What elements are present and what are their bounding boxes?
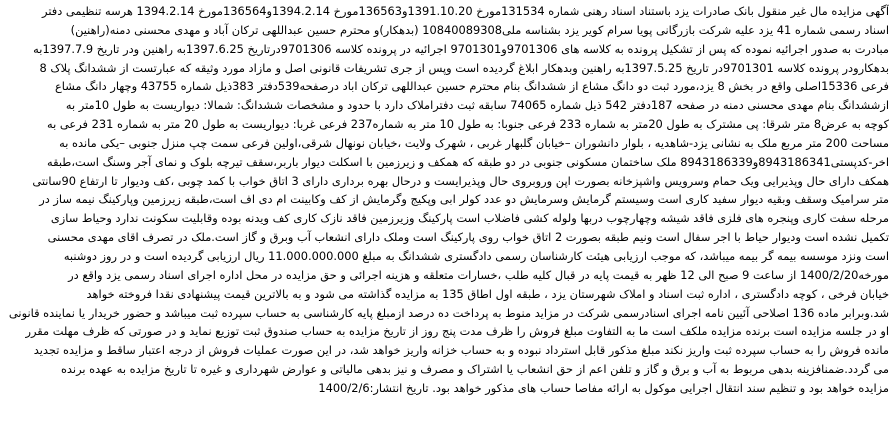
notice-line: مورخه1400/2/20 از ساعت 9 صبح الی 12 ظهر به قیمت پایه در قبال کلیه طلب ،خسارات متعلقه و هزینه اجرائی و حق مزایده در محل اداره اجرای اسناد رسمی یزد واقع در bbox=[68, 267, 889, 282]
notice-line: مزایده خواهد بود و تنظیم سند انتقال اجرایی موکول به ارائه مفاصا حساب های مذکور خواهد بود. تاریخ انتشار:1400/2/6 bbox=[318, 380, 889, 395]
notice-line: اسناد رسمی شماره 41 یزد علیه شرکت بازرگانی پویا سرام کویر یزد بشناسه ملی10840089308 (بدهکار)و محترم حسین عبداللهی ترکان آباد و مهدی محسنی دمنه(راهنین) bbox=[70, 22, 889, 37]
notice-line: مرحله سفت کاری وپنجره های فلزی فاقد شیشه وچهارچوب دربها ولوله کشی فاضلاب است پارکینگ وزیرزمین فاقد نازک کاری کف ویدنه بوده وقابلیت سکونت ندارد وحیاط سازی bbox=[50, 211, 889, 226]
auction-notice-text bbox=[6, 2, 889, 398]
notice-line: کوچه به عرض8 متر شرقا: پی مشترک به طول 20متر به شماره 233 فرعی جنوبا: به طول 10 متر به شماره237 فرعی غربا: دیواریست به طول 20 متر به شماره 231 فرعی به bbox=[47, 117, 889, 132]
notice-line: همکف دارای حال وپذیرایی ویک حمام وسرویس واشپزخانه بصورت اپن وروبروی حال وپذیرایست و درحال بهره برداری دارای 3 اتاق خواب با کمد چوبی ،کف ودیوار تا ارتفاع 90سانتی bbox=[32, 173, 889, 188]
notice-line: متر سرامیک وسقف وبقیه دیوار سفید کاری است وسیستم گرمایش وسرمایش دو عدد کولر ابی وپکیج وگرمایش از کف وکابینت ام دی اف است،طبقه زیرزمین وپارکینگ نیمه ساز در bbox=[39, 192, 889, 207]
notice-line: ازششدانگ بنام مهدی محسنی دمنه در صفحه 187دفتر 542 ذیل شماره 74065 سابقه ثبت دفتراملاک دارد با حدود و مشخصات ششدانگ: شمالا: دیواریست به طول 10متر به bbox=[65, 98, 889, 113]
notice-line: خیابان فرخی ، کوچه دادگستری ، اداره ثبت اسناد و املاک شهرستان یزد ، طبقه اول اطاق 135 به مزایده گذاشته می شود و به بالاترین قیمت پیشنهادی نقدا فروخته خواهد bbox=[86, 286, 889, 301]
notice-line: فرعی 15336اصلی واقع در بخش 8 یزد،مورد ثبت دو دانگ مشاع از ششدانگ بنام محترم حسین عبداللهی ترکان اباد درصفحه539دفتر 383ذیل شماره 43755 وچهار دانگ مشاع bbox=[54, 79, 889, 94]
notice-line: بدهکارودر پرونده کلاسه 9701301در تاریخ 1397.5.25به راهنین وبدهکار ابلاغ گردیده است وپس از جری تشریفات قانونی اصل و مازاد مورد وثیقه که عبارتست از ششدانگ پلاک 8 bbox=[39, 60, 889, 75]
notice-line: مانده فروش را به حساب سپرده ثبت واریز نکند مبلغ مذکور قابل استرداد نبوده و به حساب خزانه واریز خواهد شد، در این صورت عملیات فروش از درجه اعتبار ساقط و مزایده تجدید bbox=[33, 343, 889, 358]
notice-line: می گردد.ضمنافزینه بدهی مربوط به آب و برق و گاز و تلفن اعم از حق انشعاب یا اشتراک و مصرف و نیز بدهی مالیاتی و عوارض شهرداری و غیره تا تاریخ مزایده به عهده برنده bbox=[60, 362, 889, 377]
notice-line: شد.وبرابر ماده 136 اصلاحی آئیین نامه اجرای اسنادرسمی شرکت در مزاید منوط به پرداخت ده درصد ازمبلغ پایه کارشناسی به حساب سپرده ثبت میباشد و حضور خریدار یا نماینده قانونی bbox=[8, 305, 889, 320]
notice-line: آگهی مزایده مال غیر منقول بانک صادرات یزد باستناد اسناد رهنی شماره 131534مورخ 1391.10.20و136563مورخ 1394.2.14و136564مورخ 1394.2.14 هرسه تنظیمی دفتر bbox=[42, 4, 889, 18]
notice-line: او در جلسه مزایده است برنده مزایده ملکف است ما به التفاوت مبلغ فروش را ظرف مدت پنج روز از تاریخ مزایده به حساب صندوق ثبت توزیع نماید و در صورتی که ظرف مهلت مقرر bbox=[25, 324, 889, 339]
notice-line: است ونزد موسسه بیمه گر بیمه میباشد، که موجب ارزیابی هیئت کارشناسان رسمی دادگستری ششدانگ به مبلغ 11.000.000.000 ریال ارزیابی گردیده است و در روز دوشنبه bbox=[63, 248, 889, 263]
notice-line: تکمیل نشده است ودیوار حیاط با اجر سفال است ونیم طبقه بصورت 2 اتاق خواب روی پارکینگ است وملک دارای انشعاب آب وبرق و گاز است.ملک در تصرف اقای مهدی محسنی bbox=[47, 230, 889, 245]
notice-line: اخر-کدپستی8943186341و8943186339 ملک ساختمان مسکونی جنوبی در دو طبقه که همکف و زیرزمین با اسکلت دیوار باربر،سقف تیرچه بلوک و نمای آجر وسنگ است،طبقه bbox=[47, 154, 889, 169]
notice-line: مساحت 200 متر مربع ملک به نشانی یزد-شاهدیه ، بلوار دانشوران –خیابان گلبهار غربی ، شهرک ولایت ،خیابان نونهال شرقی،اولین فرعی سمت چپ منزل جنوبی –یکی مانده به bbox=[59, 135, 889, 150]
notice-line: مبادرت به صدور اجرائیه نموده که پس از تشکیل پرونده به کلاسه های 9701306و9701301 اجرائیه در پرونده کلاسه 9701306درتاریخ 1397.6.25به راهنین ودر تاریخ 1397.7.9به bbox=[33, 41, 889, 56]
